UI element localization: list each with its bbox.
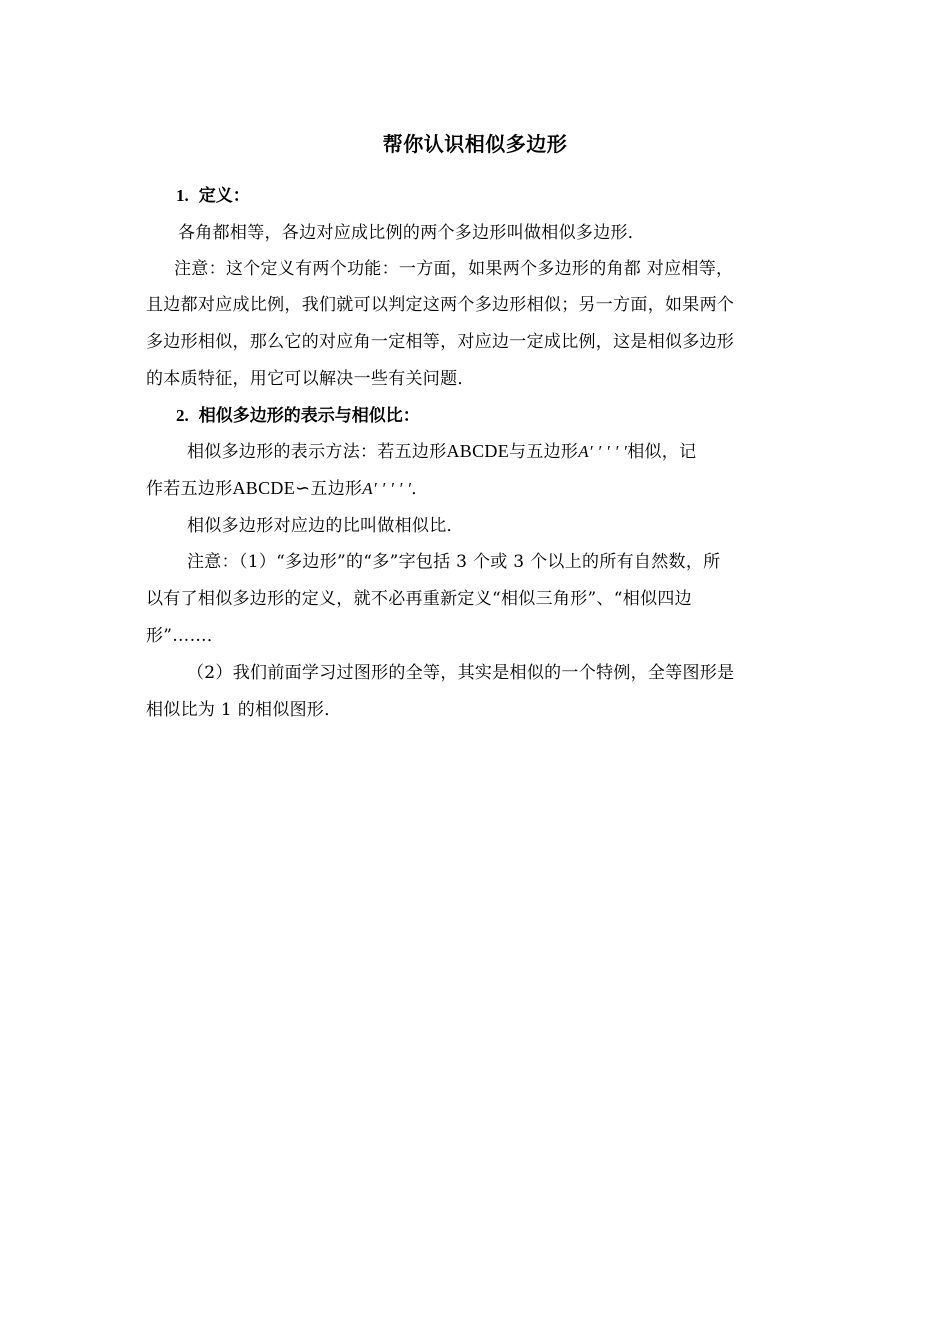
repr-text-e: 相似，记 (627, 442, 697, 462)
note3-line-1: （2）我们前面学习过图形的全等，其实是相似的一个特例，全等图形是 (187, 663, 735, 683)
section-2-heading (176, 401, 420, 426)
repr2-text-c: 五边形 (310, 479, 363, 499)
note2-line-3: 形”……． (146, 626, 225, 646)
repr2-polygon-prime: A′ ′ ′ ′ ′ (362, 479, 412, 498)
note1-line-2: 且边都对应成比例，我们就可以判定这两个多边形相似；另一方面，如果两个 (146, 295, 735, 315)
section-2-number: 2. (176, 406, 189, 425)
representation-line-1 (187, 437, 696, 462)
note1-line-1: 注意：这个定义有两个功能：一方面，如果两个多边形的角都 对应相等， (174, 259, 734, 279)
repr-text-c: 与五边形 (509, 442, 579, 462)
repr2-text-e: ． (411, 479, 429, 499)
repr2-text-a: 作若五边形 (146, 479, 233, 499)
ratio-definition: 相似多边形对应边的比叫做相似比． (187, 516, 464, 536)
note1-line-4: 的本质特征，用它可以解决一些有关问题． (146, 369, 475, 389)
repr-polygon-abcde: ABCDE (446, 441, 510, 461)
note1-line-3: 多边形相似，那么它的对应角一定相等，对应边一定成比例，这是相似多边形 (146, 332, 735, 352)
note2-line-2: 以有了相似多边形的定义，就不必再重新定义“相似三角形”、“相似四边 (146, 589, 692, 609)
document-title: 帮你认识相似多边形 (382, 132, 568, 156)
section-1-heading (176, 181, 250, 206)
section-1-number: 1. (176, 186, 189, 205)
section-2-title: 相似多边形的表示与相似比： (198, 406, 420, 426)
note3-line-2: 相似比为 1 的相似图形． (146, 700, 342, 720)
note2-line-1: 注意：（1）“多边形”的“多”字包括 3 个或 3 个以上的所有自然数，所 (187, 552, 721, 572)
repr-text-a: 相似多边形的表示方法：若五边形 (187, 442, 447, 462)
representation-line-2 (146, 474, 429, 499)
section-1-title: 定义： (198, 186, 250, 206)
repr-polygon-prime: A′ ′ ′ ′ ′ (578, 442, 628, 461)
repr2-similar-symbol: ABCDE∽ (232, 478, 311, 498)
definition-text: 各角都相等，各边对应成比例的两个多边形叫做相似多边形． (178, 223, 646, 243)
